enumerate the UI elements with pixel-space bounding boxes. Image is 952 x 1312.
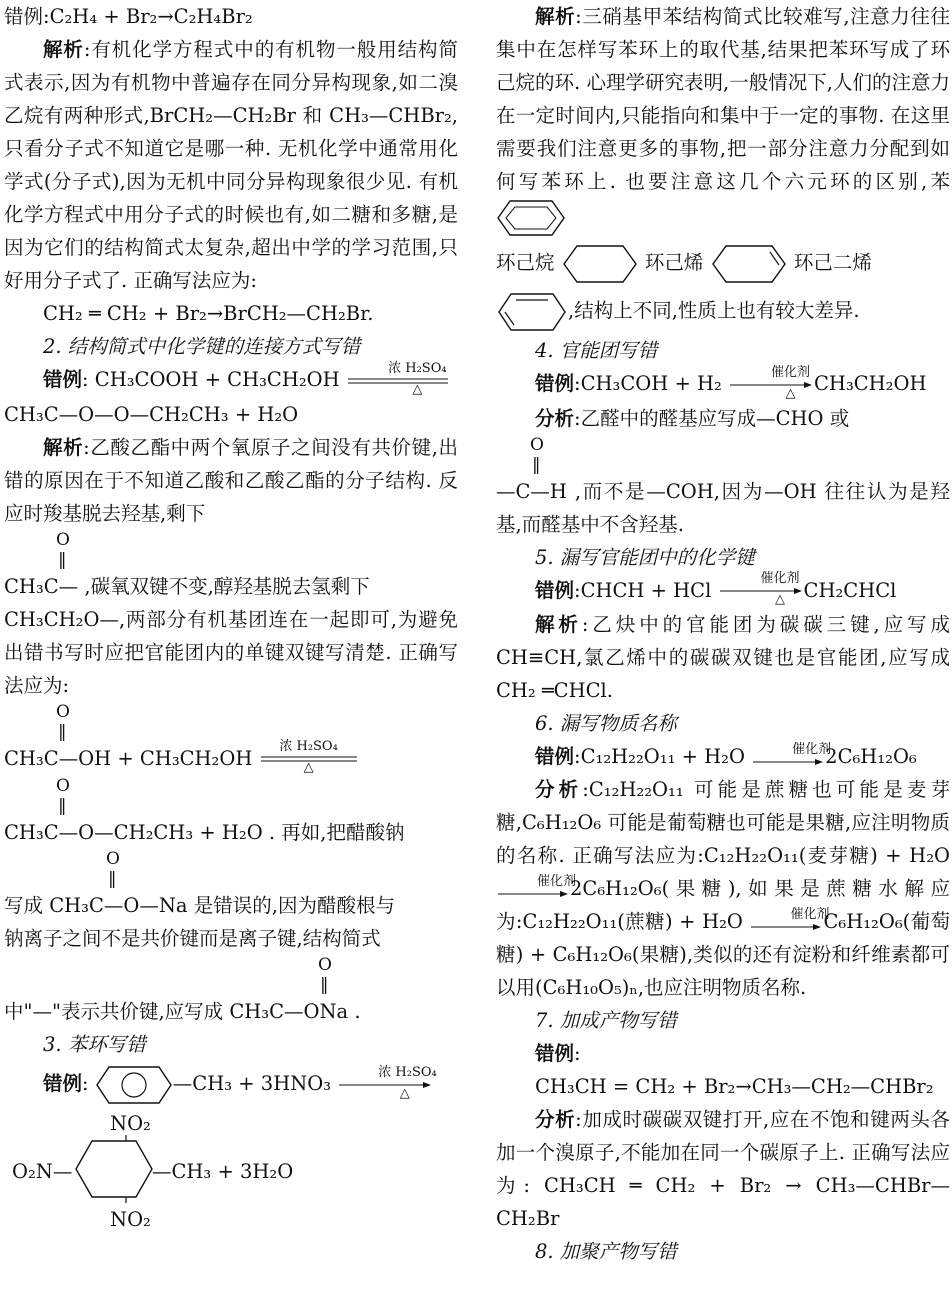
aldehyde-group-text	[496, 475, 950, 541]
arrow-condition: 催化剂	[771, 364, 811, 380]
cyclohexadiene-ring-icon	[496, 291, 568, 333]
wrong-example-4	[496, 364, 950, 402]
formula: CH₃C—ONa	[229, 1000, 349, 1023]
analysis-text: :有机化学方程式中的有机物一般用结构简式表示,因为有机物中普遍存在同分异构现象,如二溴乙烷有两种形式,BrCH₂—CH₂Br 和 CH₃—CHBr₂,只看分子式不知道它是哪一种. 无机化学中通常用化学式(分子式),因为无机中同分异构现象很少见. 有机化学方程式中用分子式的时候也有,如二糖和多糖,是因为它们的结构简式太复杂,超出中学的学习范围,只好用分子式了. 正确写法应为:	[4, 38, 458, 292]
wrong-example-2-products: CH₃C—O—O—CH₂CH₃ + H₂O	[4, 402, 299, 426]
heading-2: 2. 结构简式中化学键的连接方式写错	[43, 335, 361, 358]
reaction-arrow	[730, 364, 812, 402]
reactants: :CHCH + HCl	[574, 578, 712, 602]
text: 中"—"表示共价键,应写成	[4, 1000, 224, 1023]
cyclohexene-ring-icon	[710, 243, 788, 285]
analysis-label: 解析	[43, 38, 84, 61]
ring-icon	[72, 1135, 156, 1203]
analysis-paragraph-7	[496, 773, 950, 1004]
analysis-text: :C₁₂H₂₂O₁₁ 可能是蔗糖也可能是麦芽糖,C₆H₁₂O₆ 可能是葡萄糖也可能是果糖,应注明物质的名称. 正确写法应为:C₁₂H₂₂O₁₁(麦芽糖) + H₂O	[496, 778, 950, 867]
text: .	[354, 1000, 361, 1023]
arrow-condition: 浓 H₂SO₄	[388, 360, 447, 376]
analysis-text: :乙酸乙酯中两个氧原子之间没有共价键,出错的原因在于不知道乙酸和乙酸乙酯的分子结构. 反应时羧基脱去羟基,剩下	[4, 435, 458, 525]
products: CH₃CH₂OH	[814, 372, 927, 395]
analysis-text: :三硝基甲苯结构简式比较难写,注意力往往集中在怎样写苯环上的取代基,结果把苯环写成了环己烷的环. 心理学研究表明,一般情况下,人们的注意力在一定时间内,只能指向和集中于一定的事物. 在这里需要我们注意更多的事物,把一部分注意力分配到如何写苯环上. 也要注意这几个六元环的区别,苯	[496, 5, 950, 193]
analysis-paragraph-2-cont: CH₃CH₂O—,两部分有机基团连在一起即可,为避免出错书写时应把官能团内的单键双键写清楚. 正确写法应为:	[4, 607, 458, 697]
right-arrow-icon	[498, 890, 568, 898]
acyl-group-line	[4, 570, 458, 603]
right-arrow-icon	[753, 758, 823, 766]
heading-7: 7. 加成产物写错	[535, 1009, 677, 1032]
analysis-label: 分析	[535, 406, 575, 430]
ring-comparison-text: ,结构上不同,性质上也有较大差异.	[568, 299, 860, 322]
arrow-condition: 浓 H₂SO₄	[378, 1064, 437, 1080]
analysis-label: 分析	[535, 1108, 576, 1131]
products: CH₂CHCl	[803, 578, 897, 602]
reaction-arrow	[751, 906, 830, 936]
carbonyl-double-bond: ‖	[532, 454, 541, 475]
analysis-text: :乙醛中的醛基应写成—CHO 或	[574, 406, 850, 430]
arrow-heat: △	[785, 385, 796, 401]
arrow-heat: △	[775, 592, 786, 607]
nitro-left: O₂N—	[12, 1160, 73, 1183]
carbonyl-double-bond: ‖	[320, 975, 329, 995]
formula: CH₃C—O—Na	[49, 894, 188, 917]
right-column	[496, 0, 950, 1268]
reactants: :CH₃COH + H₂	[574, 372, 722, 395]
correct-equation-1: CH₂ ═ CH₂ + Br₂→BrCH₂—CH₂Br.	[43, 302, 374, 325]
analysis-text: :加成时碳碳双键打开,应在不饱和键两头各加一个溴原子,不能加在同一个碳原子上. 正确写法应为: CH₃CH ═ CH₂ + Br₂ → CH₃—CHBr—CH₂Br	[496, 1108, 950, 1230]
example-label: 错例	[535, 372, 575, 395]
analysis-label: 解析	[535, 5, 576, 28]
example-label: 错例	[535, 1042, 575, 1065]
heading-6: 6. 漏写物质名称	[535, 712, 677, 735]
heading-4: 4. 官能团写错	[535, 339, 658, 362]
heading-3: 3. 苯环写错	[43, 1033, 146, 1056]
reactants: :C₁₂H₂₂O₁₁ + H₂O	[574, 745, 745, 768]
ring-comparison	[496, 238, 950, 288]
example-label: 错例	[535, 578, 575, 602]
tnt-product	[4, 1107, 458, 1237]
aldehyde-formula: —C—H	[496, 479, 567, 503]
cyclohexane-label: 环己烷	[496, 251, 555, 274]
analysis-paragraph-1	[4, 33, 458, 297]
analysis-label: 解析	[535, 613, 582, 636]
example-reactants: : CH₃COOH + CH₃CH₂OH	[82, 368, 340, 391]
analysis-paragraph-2	[4, 431, 458, 530]
tnt-tail: —CH₃ + 3H₂O	[152, 1160, 294, 1183]
benzene-ring-icon	[95, 1063, 173, 1107]
nitro-top: NO₂	[110, 1112, 151, 1135]
example-label: 错例	[43, 368, 83, 391]
arrow-condition: 浓 H₂SO₄	[279, 739, 338, 754]
cyclohexene-label: 环己烯	[644, 251, 704, 274]
analysis-paragraph-5	[496, 402, 950, 435]
analysis-paragraph-4	[496, 0, 950, 238]
acyl-text: ,碳氧双键不变,醇羟基脱去氢剩下	[78, 574, 370, 598]
reaction-arrow	[339, 1064, 437, 1102]
text: 写成	[4, 894, 44, 917]
wrong-example-3: 错例: —CH₃ + 3HNO₃ 浓 H₂SO₄ △	[4, 1061, 458, 1107]
arrow-condition: 催化剂	[790, 906, 830, 922]
heading-8: 8. 加聚产物写错	[535, 1240, 677, 1263]
wrong-example-7-label	[496, 1037, 950, 1070]
arrow-condition: 催化剂	[792, 741, 832, 757]
sodium-acetate-wrong	[4, 889, 458, 922]
wrong-example-6	[496, 740, 950, 773]
wrong-example-5	[496, 571, 950, 609]
reagent: + 3HNO₃	[238, 1072, 332, 1095]
wrong-example-2	[4, 360, 458, 398]
reaction-arrow	[720, 571, 802, 608]
carbonyl-double-bond: ‖	[58, 549, 67, 570]
example-label: 错例	[43, 1072, 83, 1095]
colon: :	[574, 1042, 581, 1065]
ring-comparison-end	[496, 288, 950, 334]
analysis-text: C₆H₁₂O₆(葡萄糖) + C₆H₁₂O₆(果糖),类似的还有淀粉和纤维素都可以用(C₆H₁₀O₅)ₙ,也应注明物质名称.	[496, 910, 950, 999]
analysis-label: 分析	[535, 778, 583, 801]
carbonyl-o: O	[56, 701, 70, 722]
cyclohexane-ring-icon	[561, 243, 639, 285]
analysis-paragraph-8	[496, 1103, 950, 1235]
right-arrow-icon	[751, 923, 821, 931]
acyl-formula: CH₃C—	[4, 574, 79, 598]
correct-equation-2b	[4, 816, 458, 849]
ionic-bond-text: 钠离子之间不是共价键而是离子键,结构简式	[4, 927, 381, 950]
arrow-condition: 催化剂	[760, 571, 800, 586]
equation-trailing-text: . 再如,把醋酸钠	[262, 821, 405, 844]
sodium-acetate-correct	[4, 995, 458, 1028]
wrong-example-7: CH₃CH = CH₂ + Br₂→CH₃—CH₂—CHBr₂	[535, 1075, 934, 1098]
benzene-ring-icon	[496, 198, 566, 238]
methyl: —CH₃	[172, 1072, 233, 1095]
arrow-heat: △	[412, 381, 423, 397]
carbonyl-o: O	[106, 849, 120, 869]
equilibrium-arrow	[348, 360, 448, 398]
analysis-text: :乙炔中的官能团为碳碳三键,应写成 CH≡CH,氯乙烯中的碳碳双键也是官能团,应写成 CH₂ ═CHCl.	[496, 613, 950, 702]
example-ethene-bromine: 错例:C₂H₄ + Br₂→C₂H₄Br₂	[4, 5, 253, 28]
arrow-heat: △	[303, 760, 314, 775]
carbonyl-o: O	[530, 434, 544, 455]
carbonyl-o: O	[318, 955, 332, 975]
equation-reactants: CH₃C—OH + CH₃CH₂OH	[4, 746, 253, 770]
arrow-heat: △	[399, 1085, 410, 1101]
carbonyl-o: O	[56, 776, 70, 796]
analysis-text: 2C₆H₁₂O₆(果糖),如果是蔗糖水解应为:C₁₂H₂₂O₁₁(蔗糖) + H₂O	[496, 877, 950, 933]
analysis-paragraph-6	[496, 608, 950, 707]
aldehyde-text: ,而不是—COH,因为—OH 往往认为是羟基,而醛基中不含羟基.	[496, 479, 950, 536]
carbonyl-double-bond: ‖	[108, 869, 117, 889]
nitro-bottom: NO₂	[110, 1208, 151, 1231]
equilibrium-arrow	[261, 739, 357, 776]
reaction-arrow	[753, 741, 832, 771]
cyclohexadiene-label: 环己二烯	[793, 251, 872, 274]
reaction-arrow	[498, 873, 577, 903]
arrow-condition: 催化剂	[537, 873, 577, 889]
equation-products: CH₃C—O—CH₂CH₃ + H₂O	[4, 821, 263, 844]
analysis-label: 解析	[43, 435, 84, 459]
heading-5: 5. 漏写官能团中的化学键	[535, 545, 755, 569]
products: 2C₆H₁₂O₆	[825, 745, 917, 768]
carbonyl-double-bond: ‖	[58, 796, 67, 816]
text: 是错误的,因为醋酸根与	[193, 894, 395, 917]
example-label: 错例	[535, 745, 575, 768]
correct-equation-2a	[4, 739, 458, 777]
carbonyl-o: O	[56, 529, 70, 550]
carbonyl-double-bond: ‖	[58, 721, 67, 742]
left-column	[4, 0, 458, 1237]
